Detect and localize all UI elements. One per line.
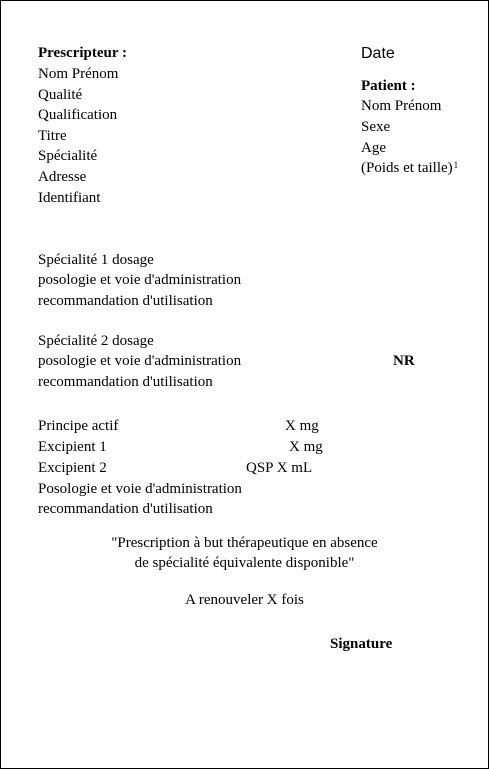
specialite2-line3: recommandation d'utilisation [38, 374, 213, 390]
ingredient-label-1: Principe actif [38, 418, 119, 434]
patient-weight-height-text: (Poids et taille) [361, 160, 453, 176]
quote-line1: "Prescription à but thérapeutique en absence [111, 535, 378, 551]
prescriber-field-adresse: Adresse [38, 169, 87, 185]
prescriber-field-titre: Titre [38, 128, 67, 144]
ingredient-label-2: Excipient 1 [38, 439, 107, 455]
nr-label: NR [393, 353, 415, 369]
ingredient-qty-2: X mg [289, 439, 323, 455]
ingredient-label-3: Excipient 2 [38, 460, 107, 476]
patient-weight-height [361, 158, 458, 179]
ingredient-qty-1: X mg [285, 418, 319, 434]
specialite1-line2: posologie et voie d'administration [38, 272, 242, 288]
specialite1-line1: Spécialité 1 dosage [38, 252, 154, 268]
specialite1-line3: recommandation d'utilisation [38, 293, 213, 309]
prescriber-heading: Prescripteur : [38, 45, 127, 61]
specialite2-line1: Spécialité 2 dosage [38, 333, 154, 349]
preparation-posologie: Posologie et voie d'administration [38, 481, 242, 497]
quote-line2: de spécialité équivalente disponible" [134, 555, 355, 571]
footnote-mark: 1 [453, 160, 459, 170]
patient-field-sexe: Sexe [361, 119, 391, 135]
renew-text: A renouveler X fois [185, 592, 304, 608]
date-label: Date [361, 45, 395, 62]
preparation-recommandation: recommandation d'utilisation [38, 501, 213, 517]
patient-heading: Patient : [361, 78, 416, 94]
prescriber-field-identifiant: Identifiant [38, 190, 101, 206]
signature-label: Signature [330, 636, 393, 652]
prescriber-field-qualification: Qualification [38, 107, 118, 123]
patient-field-name: Nom Prénom [361, 98, 442, 114]
patient-field-age: Age [361, 140, 386, 156]
prescriber-field-name: Nom Prénom [38, 66, 119, 82]
prescriber-field-qualite: Qualité [38, 87, 83, 103]
prescriber-field-specialite: Spécialité [38, 148, 98, 164]
specialite2-line2: posologie et voie d'administration [38, 353, 242, 369]
ingredient-qty-3: QSP X mL [246, 460, 313, 476]
